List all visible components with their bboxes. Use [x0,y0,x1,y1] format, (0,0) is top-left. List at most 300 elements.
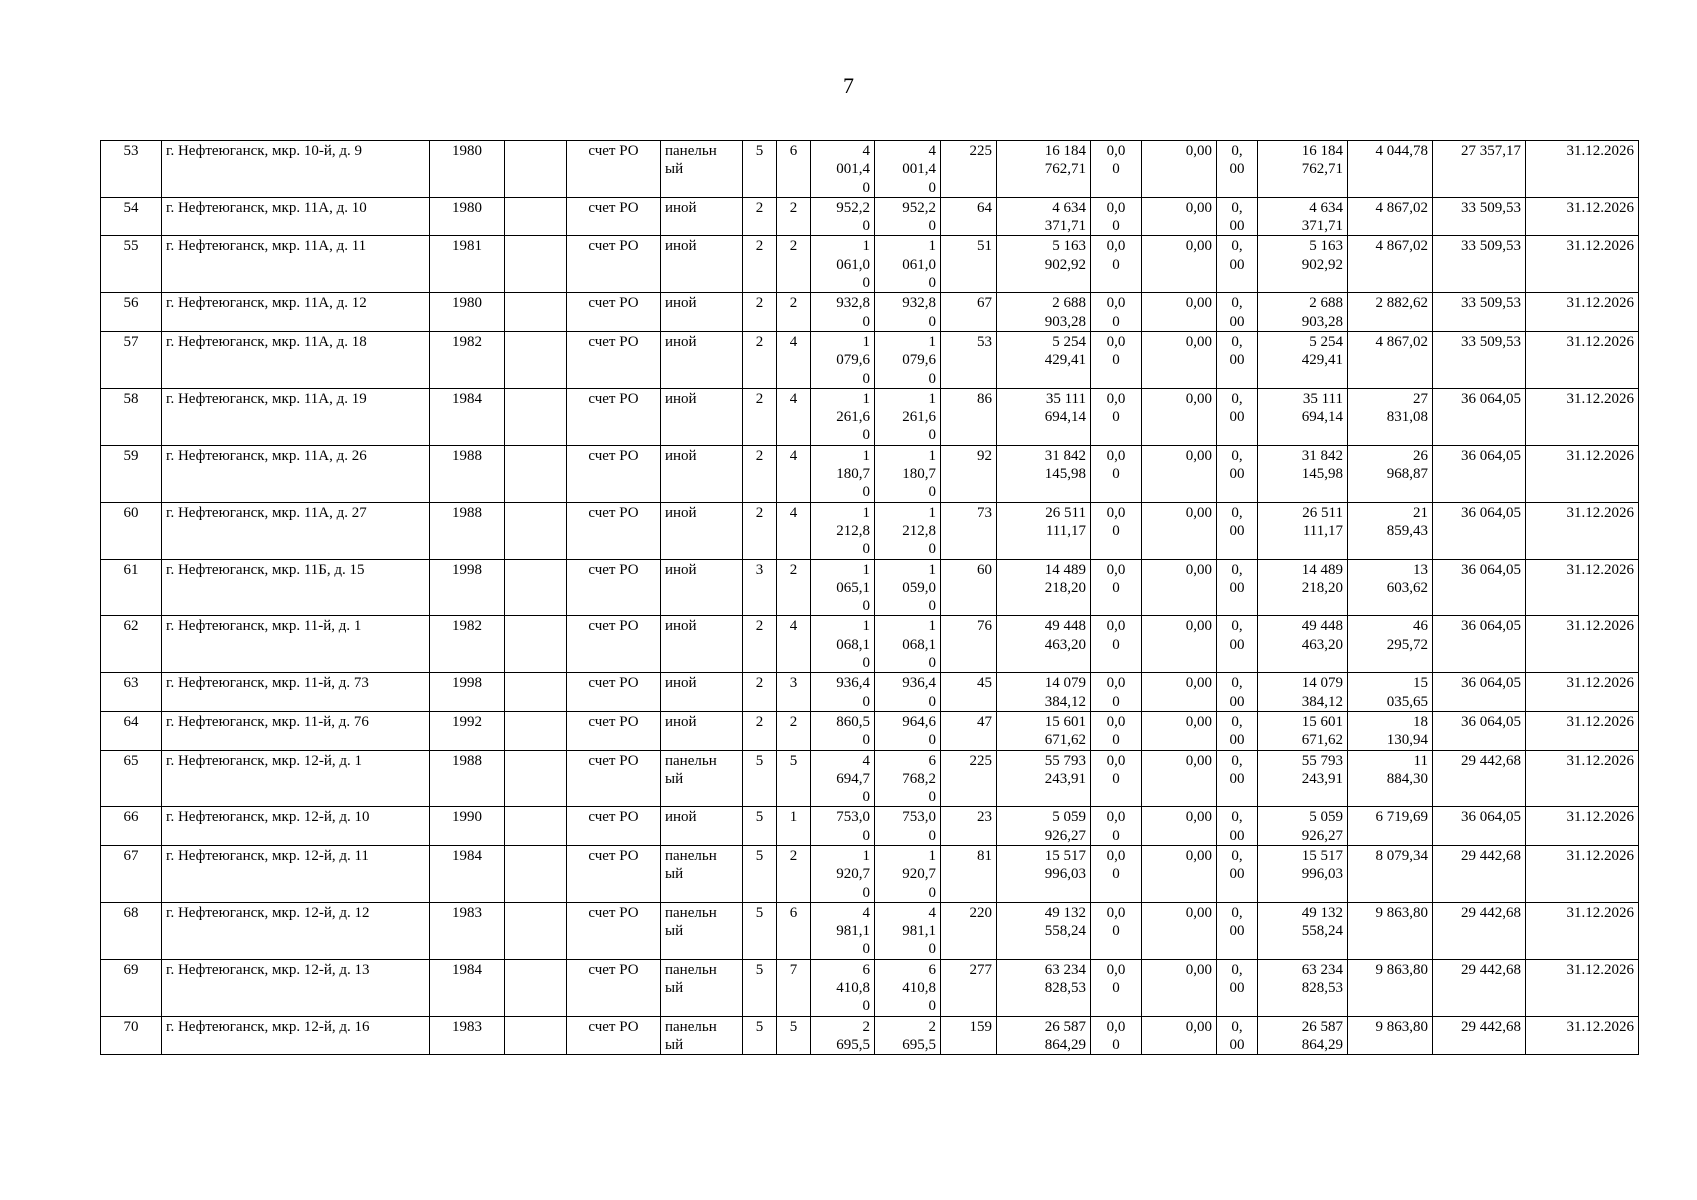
blank-cell [505,750,567,807]
table-row [101,845,1639,902]
blank-cell [505,616,567,673]
entrances-cell: 2 [777,236,811,293]
row-number: 57 [101,331,162,388]
limit-cost-cell: 33 509,53 [1433,331,1526,388]
wall-material-cell: иной [661,502,743,559]
fund-cell-1: 0,0 0 [1091,236,1142,293]
fund-cell-3: 0, 00 [1217,502,1258,559]
total-cost-cell: 49 448 463,20 [997,616,1091,673]
total-cost-cell: 14 489 218,20 [997,559,1091,616]
account-cell: счет РО [567,1016,661,1055]
fund-cell-4: 2 688 903,28 [1258,293,1348,332]
limit-cost-cell: 36 064,05 [1433,616,1526,673]
total-cost-cell: 15 517 996,03 [997,845,1091,902]
total-area-cell: 1 068,1 0 [811,616,875,673]
year-cell: 1982 [430,331,505,388]
living-area-cell: 964,6 0 [875,711,941,750]
unit-cost-cell: 13 603,62 [1348,559,1433,616]
total-area-cell: 1 065,1 0 [811,559,875,616]
row-number: 58 [101,388,162,445]
page-number: 7 [843,73,854,98]
wall-material-cell: иной [661,616,743,673]
fund-cell-4: 26 587 864,29 [1258,1016,1348,1055]
total-cost-cell: 15 601 671,62 [997,711,1091,750]
floors-cell: 2 [743,502,777,559]
table-row [101,331,1639,388]
fund-cell-1: 0,0 0 [1091,331,1142,388]
year-cell: 1990 [430,807,505,846]
fund-cell-2: 0,00 [1142,559,1217,616]
blank-cell [505,445,567,502]
limit-cost-cell: 36 064,05 [1433,807,1526,846]
blank-cell [505,959,567,1016]
floors-cell: 3 [743,559,777,616]
fund-cell-3: 0, 00 [1217,711,1258,750]
row-number: 68 [101,902,162,959]
total-cost-cell: 26 587 864,29 [997,1016,1091,1055]
unit-cost-cell: 27 831,08 [1348,388,1433,445]
row-number: 70 [101,1016,162,1055]
address-cell: г. Нефтеюганск, мкр. 10-й, д. 9 [162,141,430,198]
entrances-cell: 1 [777,807,811,846]
unit-cost-cell: 9 863,80 [1348,1016,1433,1055]
table-row [101,197,1639,236]
total-cost-cell: 55 793 243,91 [997,750,1091,807]
entrances-cell: 2 [777,293,811,332]
unit-cost-cell: 15 035,65 [1348,673,1433,712]
fund-cell-1: 0,0 0 [1091,388,1142,445]
account-cell: счет РО [567,902,661,959]
total-area-cell: 860,5 0 [811,711,875,750]
entrances-cell: 3 [777,673,811,712]
wall-material-cell: панельн ый [661,845,743,902]
limit-cost-cell: 33 509,53 [1433,236,1526,293]
fund-cell-1: 0,0 0 [1091,959,1142,1016]
deadline-date-cell: 31.12.2026 [1526,750,1639,807]
fund-cell-3: 0, 00 [1217,845,1258,902]
fund-cell-4: 5 254 429,41 [1258,331,1348,388]
year-cell: 1984 [430,959,505,1016]
table-row [101,141,1639,198]
wall-material-cell: иной [661,445,743,502]
blank-cell [505,807,567,846]
table-row [101,445,1639,502]
living-area-cell: 753,0 0 [875,807,941,846]
entrances-cell: 4 [777,331,811,388]
deadline-date-cell: 31.12.2026 [1526,845,1639,902]
deadline-date-cell: 31.12.2026 [1526,141,1639,198]
deadline-date-cell: 31.12.2026 [1526,616,1639,673]
fund-cell-2: 0,00 [1142,293,1217,332]
fund-cell-3: 0, 00 [1217,445,1258,502]
residents-cell: 225 [941,750,997,807]
total-area-cell: 952,2 0 [811,197,875,236]
account-cell: счет РО [567,673,661,712]
year-cell: 1998 [430,673,505,712]
wall-material-cell: панельн ый [661,902,743,959]
entrances-cell: 4 [777,616,811,673]
unit-cost-cell: 2 882,62 [1348,293,1433,332]
row-number: 67 [101,845,162,902]
wall-material-cell: панельн ый [661,959,743,1016]
fund-cell-4: 5 163 902,92 [1258,236,1348,293]
blank-cell [505,293,567,332]
total-area-cell: 4 001,4 0 [811,141,875,198]
floors-cell: 2 [743,197,777,236]
residents-cell: 64 [941,197,997,236]
total-cost-cell: 16 184 762,71 [997,141,1091,198]
fund-cell-4: 49 132 558,24 [1258,902,1348,959]
table-row [101,388,1639,445]
wall-material-cell: иной [661,197,743,236]
year-cell: 1983 [430,902,505,959]
blank-cell [505,845,567,902]
living-area-cell: 1 079,6 0 [875,331,941,388]
fund-cell-2: 0,00 [1142,502,1217,559]
fund-cell-2: 0,00 [1142,445,1217,502]
residents-cell: 47 [941,711,997,750]
row-number: 60 [101,502,162,559]
entrances-cell: 4 [777,502,811,559]
total-area-cell: 932,8 0 [811,293,875,332]
row-number: 56 [101,293,162,332]
account-cell: счет РО [567,616,661,673]
account-cell: счет РО [567,559,661,616]
living-area-cell: 1 061,0 0 [875,236,941,293]
account-cell: счет РО [567,845,661,902]
total-area-cell: 1 212,8 0 [811,502,875,559]
address-cell: г. Нефтеюганск, мкр. 11-й, д. 73 [162,673,430,712]
blank-cell [505,141,567,198]
wall-material-cell: панельн ый [661,141,743,198]
year-cell: 1988 [430,750,505,807]
wall-material-cell: иной [661,711,743,750]
living-area-cell: 2 695,5 [875,1016,941,1055]
deadline-date-cell: 31.12.2026 [1526,197,1639,236]
deadline-date-cell: 31.12.2026 [1526,1016,1639,1055]
fund-cell-4: 63 234 828,53 [1258,959,1348,1016]
limit-cost-cell: 36 064,05 [1433,502,1526,559]
fund-cell-2: 0,00 [1142,236,1217,293]
total-cost-cell: 5 254 429,41 [997,331,1091,388]
deadline-date-cell: 31.12.2026 [1526,502,1639,559]
fund-cell-4: 55 793 243,91 [1258,750,1348,807]
residents-cell: 86 [941,388,997,445]
year-cell: 1984 [430,388,505,445]
account-cell: счет РО [567,293,661,332]
fund-cell-4: 14 079 384,12 [1258,673,1348,712]
year-cell: 1980 [430,293,505,332]
entrances-cell: 2 [777,197,811,236]
fund-cell-1: 0,0 0 [1091,293,1142,332]
total-area-cell: 6 410,8 0 [811,959,875,1016]
limit-cost-cell: 36 064,05 [1433,445,1526,502]
fund-cell-2: 0,00 [1142,807,1217,846]
limit-cost-cell: 27 357,17 [1433,141,1526,198]
deadline-date-cell: 31.12.2026 [1526,711,1639,750]
fund-cell-2: 0,00 [1142,1016,1217,1055]
fund-cell-2: 0,00 [1142,388,1217,445]
wall-material-cell: иной [661,673,743,712]
total-area-cell: 2 695,5 [811,1016,875,1055]
address-cell: г. Нефтеюганск, мкр. 11-й, д. 1 [162,616,430,673]
floors-cell: 5 [743,1016,777,1055]
total-cost-cell: 63 234 828,53 [997,959,1091,1016]
year-cell: 1992 [430,711,505,750]
living-area-cell: 952,2 0 [875,197,941,236]
entrances-cell: 2 [777,845,811,902]
unit-cost-cell: 11 884,30 [1348,750,1433,807]
fund-cell-1: 0,0 0 [1091,559,1142,616]
fund-cell-2: 0,00 [1142,750,1217,807]
table-body [101,141,1639,1055]
fund-cell-3: 0, 00 [1217,141,1258,198]
total-cost-cell: 31 842 145,98 [997,445,1091,502]
address-cell: г. Нефтеюганск, мкр. 12-й, д. 16 [162,1016,430,1055]
address-cell: г. Нефтеюганск, мкр. 11А, д. 19 [162,388,430,445]
account-cell: счет РО [567,445,661,502]
year-cell: 1984 [430,845,505,902]
limit-cost-cell: 29 442,68 [1433,750,1526,807]
unit-cost-cell: 9 863,80 [1348,959,1433,1016]
year-cell: 1982 [430,616,505,673]
wall-material-cell: иной [661,807,743,846]
floors-cell: 2 [743,293,777,332]
table-row [101,902,1639,959]
fund-cell-1: 0,0 0 [1091,1016,1142,1055]
wall-material-cell: иной [661,388,743,445]
fund-cell-4: 35 111 694,14 [1258,388,1348,445]
floors-cell: 5 [743,902,777,959]
entrances-cell: 6 [777,141,811,198]
deadline-date-cell: 31.12.2026 [1526,331,1639,388]
account-cell: счет РО [567,807,661,846]
fund-cell-4: 4 634 371,71 [1258,197,1348,236]
entrances-cell: 5 [777,750,811,807]
residents-cell: 277 [941,959,997,1016]
fund-cell-1: 0,0 0 [1091,197,1142,236]
fund-cell-4: 49 448 463,20 [1258,616,1348,673]
fund-cell-2: 0,00 [1142,141,1217,198]
fund-cell-4: 14 489 218,20 [1258,559,1348,616]
table-row [101,1016,1639,1055]
fund-cell-4: 16 184 762,71 [1258,141,1348,198]
floors-cell: 5 [743,807,777,846]
fund-cell-1: 0,0 0 [1091,750,1142,807]
residents-cell: 45 [941,673,997,712]
total-area-cell: 4 694,7 0 [811,750,875,807]
deadline-date-cell: 31.12.2026 [1526,236,1639,293]
address-cell: г. Нефтеюганск, мкр. 12-й, д. 1 [162,750,430,807]
year-cell: 1998 [430,559,505,616]
total-cost-cell: 2 688 903,28 [997,293,1091,332]
address-cell: г. Нефтеюганск, мкр. 11А, д. 27 [162,502,430,559]
table-row [101,807,1639,846]
total-area-cell: 753,0 0 [811,807,875,846]
living-area-cell: 1 068,1 0 [875,616,941,673]
deadline-date-cell: 31.12.2026 [1526,673,1639,712]
floors-cell: 5 [743,141,777,198]
fund-cell-2: 0,00 [1142,959,1217,1016]
fund-cell-1: 0,0 0 [1091,807,1142,846]
row-number: 54 [101,197,162,236]
living-area-cell: 4 001,4 0 [875,141,941,198]
fund-cell-3: 0, 00 [1217,673,1258,712]
account-cell: счет РО [567,197,661,236]
total-cost-cell: 35 111 694,14 [997,388,1091,445]
wall-material-cell: иной [661,331,743,388]
fund-cell-3: 0, 00 [1217,559,1258,616]
blank-cell [505,236,567,293]
year-cell: 1988 [430,502,505,559]
residents-cell: 67 [941,293,997,332]
row-number: 59 [101,445,162,502]
total-area-cell: 1 061,0 0 [811,236,875,293]
address-cell: г. Нефтеюганск, мкр. 11А, д. 10 [162,197,430,236]
year-cell: 1988 [430,445,505,502]
address-cell: г. Нефтеюганск, мкр. 12-й, д. 13 [162,959,430,1016]
blank-cell [505,331,567,388]
row-number: 55 [101,236,162,293]
limit-cost-cell: 29 442,68 [1433,959,1526,1016]
address-cell: г. Нефтеюганск, мкр. 12-й, д. 10 [162,807,430,846]
residents-cell: 92 [941,445,997,502]
residents-cell: 53 [941,331,997,388]
fund-cell-4: 15 601 671,62 [1258,711,1348,750]
floors-cell: 2 [743,236,777,293]
year-cell: 1981 [430,236,505,293]
fund-cell-2: 0,00 [1142,845,1217,902]
residents-cell: 73 [941,502,997,559]
wall-material-cell: панельн ый [661,750,743,807]
living-area-cell: 932,8 0 [875,293,941,332]
floors-cell: 2 [743,331,777,388]
fund-cell-3: 0, 00 [1217,902,1258,959]
row-number: 69 [101,959,162,1016]
living-area-cell: 1 059,0 0 [875,559,941,616]
fund-cell-2: 0,00 [1142,197,1217,236]
table-row [101,236,1639,293]
address-cell: г. Нефтеюганск, мкр. 11А, д. 26 [162,445,430,502]
wall-material-cell: иной [661,293,743,332]
deadline-date-cell: 31.12.2026 [1526,388,1639,445]
living-area-cell: 4 981,1 0 [875,902,941,959]
total-area-cell: 1 920,7 0 [811,845,875,902]
fund-cell-1: 0,0 0 [1091,673,1142,712]
table-row [101,502,1639,559]
account-cell: счет РО [567,141,661,198]
entrances-cell: 2 [777,711,811,750]
limit-cost-cell: 29 442,68 [1433,902,1526,959]
row-number: 65 [101,750,162,807]
address-cell: г. Нефтеюганск, мкр. 12-й, д. 12 [162,902,430,959]
total-area-cell: 4 981,1 0 [811,902,875,959]
address-cell: г. Нефтеюганск, мкр. 11А, д. 11 [162,236,430,293]
total-cost-cell: 26 511 111,17 [997,502,1091,559]
total-cost-cell: 14 079 384,12 [997,673,1091,712]
residents-cell: 23 [941,807,997,846]
fund-cell-2: 0,00 [1142,673,1217,712]
entrances-cell: 6 [777,902,811,959]
total-cost-cell: 49 132 558,24 [997,902,1091,959]
fund-cell-4: 26 511 111,17 [1258,502,1348,559]
limit-cost-cell: 29 442,68 [1433,1016,1526,1055]
table-row [101,711,1639,750]
blank-cell [505,673,567,712]
account-cell: счет РО [567,502,661,559]
deadline-date-cell: 31.12.2026 [1526,807,1639,846]
residents-cell: 76 [941,616,997,673]
floors-cell: 5 [743,959,777,1016]
table-row [101,616,1639,673]
total-area-cell: 936,4 0 [811,673,875,712]
row-number: 63 [101,673,162,712]
address-cell: г. Нефтеюганск, мкр. 12-й, д. 11 [162,845,430,902]
blank-cell [505,388,567,445]
fund-cell-1: 0,0 0 [1091,502,1142,559]
address-cell: г. Нефтеюганск, мкр. 11-й, д. 76 [162,711,430,750]
total-area-cell: 1 261,6 0 [811,388,875,445]
floors-cell: 2 [743,711,777,750]
entrances-cell: 2 [777,559,811,616]
unit-cost-cell: 18 130,94 [1348,711,1433,750]
year-cell: 1983 [430,1016,505,1055]
residents-cell: 220 [941,902,997,959]
row-number: 66 [101,807,162,846]
account-cell: счет РО [567,388,661,445]
fund-cell-4: 31 842 145,98 [1258,445,1348,502]
limit-cost-cell: 36 064,05 [1433,711,1526,750]
limit-cost-cell: 33 509,53 [1433,197,1526,236]
fund-cell-3: 0, 00 [1217,293,1258,332]
unit-cost-cell: 46 295,72 [1348,616,1433,673]
row-number: 64 [101,711,162,750]
living-area-cell: 6 768,2 0 [875,750,941,807]
living-area-cell: 936,4 0 [875,673,941,712]
residents-cell: 81 [941,845,997,902]
account-cell: счет РО [567,331,661,388]
fund-cell-2: 0,00 [1142,331,1217,388]
total-cost-cell: 5 163 902,92 [997,236,1091,293]
living-area-cell: 6 410,8 0 [875,959,941,1016]
floors-cell: 2 [743,388,777,445]
residents-cell: 225 [941,141,997,198]
unit-cost-cell: 4 867,02 [1348,331,1433,388]
account-cell: счет РО [567,750,661,807]
deadline-date-cell: 31.12.2026 [1526,445,1639,502]
deadline-date-cell: 31.12.2026 [1526,902,1639,959]
residents-cell: 159 [941,1016,997,1055]
limit-cost-cell: 29 442,68 [1433,845,1526,902]
unit-cost-cell: 26 968,87 [1348,445,1433,502]
wall-material-cell: панельн ый [661,1016,743,1055]
total-area-cell: 1 079,6 0 [811,331,875,388]
fund-cell-1: 0,0 0 [1091,445,1142,502]
living-area-cell: 1 261,6 0 [875,388,941,445]
floors-cell: 5 [743,845,777,902]
living-area-cell: 1 920,7 0 [875,845,941,902]
fund-cell-1: 0,0 0 [1091,711,1142,750]
fund-cell-3: 0, 00 [1217,331,1258,388]
deadline-date-cell: 31.12.2026 [1526,959,1639,1016]
fund-cell-3: 0, 00 [1217,616,1258,673]
blank-cell [505,711,567,750]
blank-cell [505,197,567,236]
fund-cell-1: 0,0 0 [1091,845,1142,902]
fund-cell-4: 5 059 926,27 [1258,807,1348,846]
fund-cell-3: 0, 00 [1217,197,1258,236]
floors-cell: 2 [743,445,777,502]
